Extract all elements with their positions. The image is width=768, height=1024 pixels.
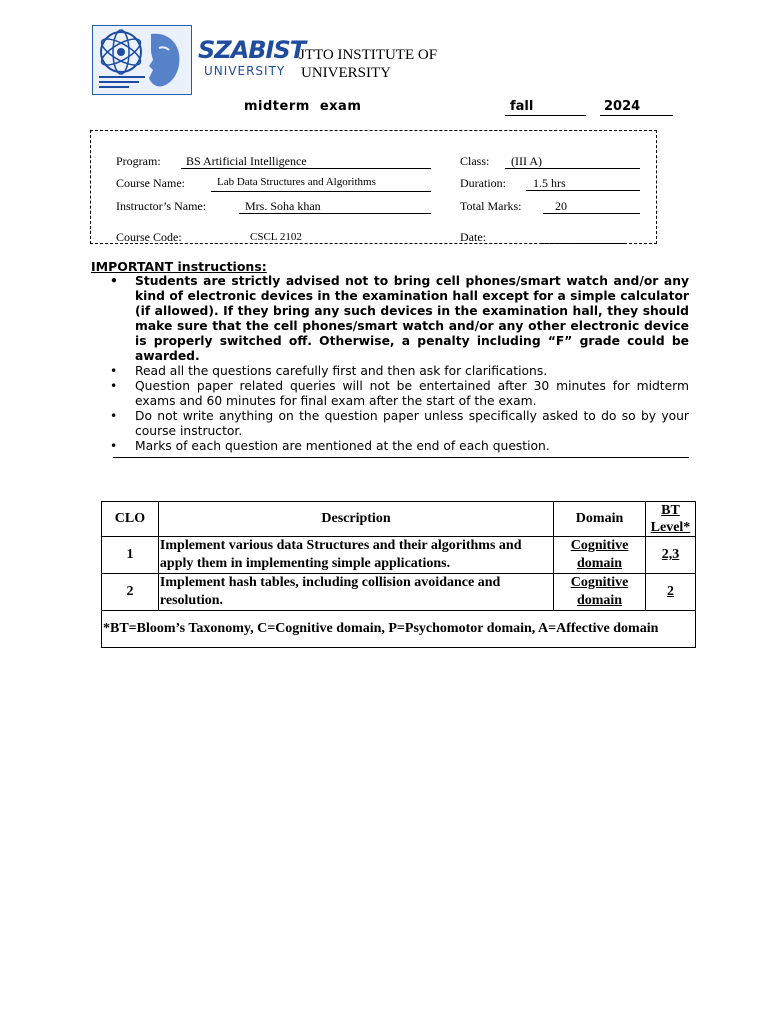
bullet-icon: •: [110, 364, 118, 378]
column-header-clo: CLO: [102, 502, 159, 537]
exam-year: 2024: [600, 99, 673, 116]
domain-cell: Cognitive domain: [554, 537, 646, 574]
instruction-item: [108, 439, 689, 454]
instruction-text: Question paper related queries will not be entertained after 30 minutes for midterm exams and 60 minutes for final exam after the start of the exam.: [135, 379, 689, 408]
instructions-divider: [113, 457, 689, 458]
course-name-label: Course Name:: [116, 176, 185, 190]
column-header-bt-level: BT Level*: [645, 502, 695, 537]
column-header-domain: Domain: [554, 502, 646, 537]
instruction-text: Marks of each question are mentioned at the end of each question.: [135, 439, 550, 453]
date-value: [541, 229, 625, 244]
instruction-text: Read all the questions carefully first and then ask for clarifications.: [135, 364, 548, 378]
date-label: Date:: [460, 230, 486, 244]
institute-name-line2: UNIVERSITY: [301, 65, 391, 81]
instructor-value: Mrs. Soha khan: [239, 199, 431, 214]
course-name-value: Lab Data Structures and Algorithms: [211, 176, 431, 192]
bullet-icon: •: [110, 274, 118, 288]
domain-cell: Cognitive domain: [554, 574, 646, 611]
instruction-item: [108, 379, 689, 409]
bullet-icon: •: [110, 379, 118, 393]
instruction-item: [108, 409, 689, 439]
program-value: BS Artificial Intelligence: [181, 154, 431, 169]
clo-cell: 1: [102, 537, 159, 574]
program-label: Program:: [116, 154, 161, 168]
logo-emblem-icon: [93, 26, 191, 94]
instruction-text: Students are strictly advised not to bring cell phones/smart watch and/or any kind of electronic devices in the examination hall except for a simple calculator (if allowed). If they bring any such devices in the examination hall, they should make sure that the cell phones/smart watch and/or any other electronic device is properly switched off. Otherwise, a penalty including “F” grade could be awarded.: [135, 274, 689, 363]
total-marks-value: 20: [543, 199, 640, 214]
table-footnote: *BT=Bloom’s Taxonomy, C=Cognitive domain, P=Psychomotor domain, A=Affective domain: [102, 611, 696, 648]
instruction-item: [108, 274, 689, 364]
clo-cell: 2: [102, 574, 159, 611]
exam-title: midterm exam: [244, 99, 362, 114]
table-header-row: [102, 502, 696, 537]
exam-term: fall: [505, 99, 586, 116]
course-info-box: [90, 130, 657, 244]
brand-name: SZABIST: [198, 36, 306, 64]
bullet-icon: •: [110, 439, 118, 453]
table-row: [102, 574, 696, 611]
instructor-label: Instructor’s Name:: [116, 199, 207, 213]
description-cell: Implement various data Structures and their algorithms and apply them in implementing simple applications.: [158, 537, 553, 574]
instruction-text: Do not write anything on the question paper unless specifically asked to do so by your course instructor.: [135, 409, 689, 438]
instruction-item: [108, 364, 689, 379]
bullet-icon: •: [110, 409, 118, 423]
instructions-heading: IMPORTANT instructions:: [91, 259, 267, 274]
brand-subtitle: UNIVERSITY: [204, 64, 286, 78]
table-row: [102, 537, 696, 574]
description-cell: Implement hash tables, including collision avoidance and resolution.: [158, 574, 553, 611]
clo-table: [101, 501, 696, 648]
instructions-list: [108, 274, 689, 454]
column-header-description: Description: [158, 502, 553, 537]
duration-value: 1.5 hrs: [526, 176, 640, 191]
course-code-value: CSCL 2102: [250, 231, 302, 243]
duration-label: Duration:: [460, 176, 506, 190]
total-marks-label: Total Marks:: [460, 199, 522, 213]
university-logo: [92, 25, 192, 95]
institute-name-line1: JTTO INSTITUTE OF: [299, 47, 438, 63]
bt-level-cell: 2: [645, 574, 695, 611]
class-value: (III A): [505, 154, 640, 169]
course-code-label: Course Code:: [116, 230, 182, 244]
table-footnote-row: [102, 611, 696, 648]
class-label: Class:: [460, 154, 490, 168]
bt-level-cell: 2,3: [645, 537, 695, 574]
